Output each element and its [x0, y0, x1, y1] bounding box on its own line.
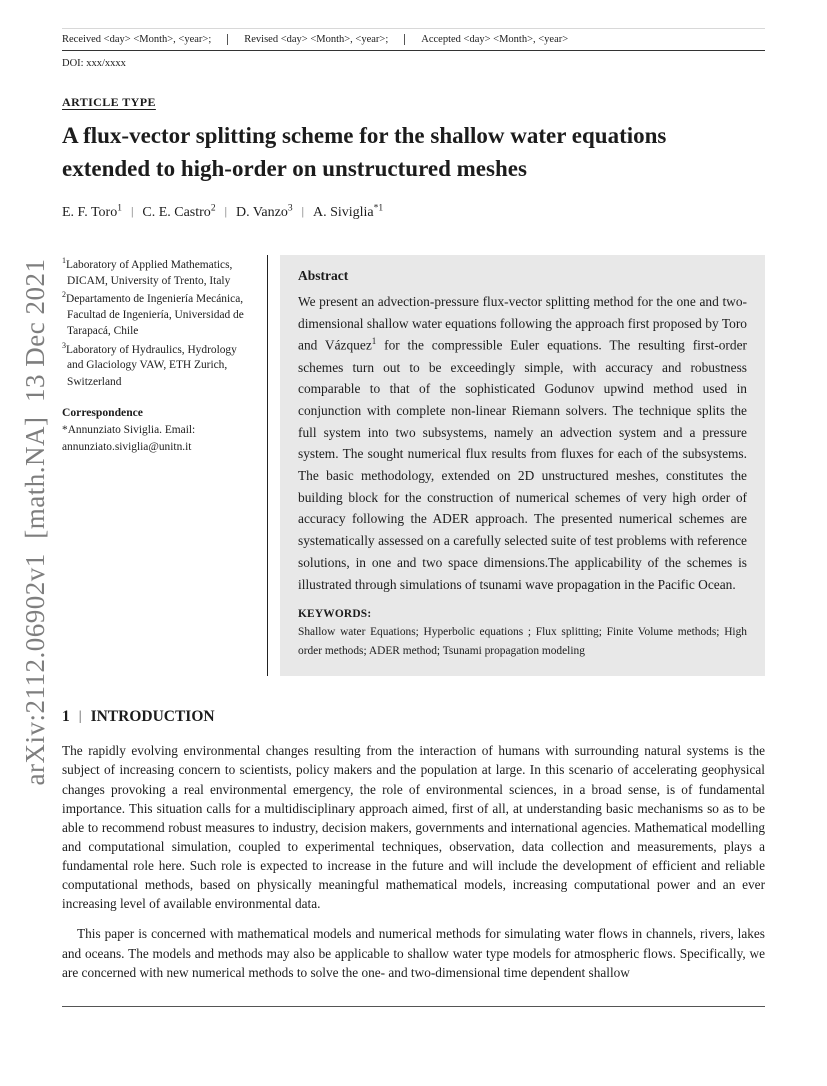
- accepted-date: Accepted <day> <Month>, <year>: [404, 34, 584, 45]
- section-separator: |: [78, 709, 82, 725]
- author-separator: |: [301, 203, 304, 218]
- authors-line: [62, 203, 765, 221]
- affiliation: $^2$Departamento de Ingeniería Mecánica, Facultad de Ingeniería, Universidad de Tarapacá, Chile: [62, 290, 244, 338]
- author-affil-marker: 2: [210, 203, 216, 214]
- intro-paragraph-1: The rapidly evolving environmental changes resulting from the interaction of humans with surrounding natural systems is the subject of increasing concern to scientists, policy makers and the population at large. In this scenario of accelerating geophysical changes provoking a real environmental emergency, the role of environmental sciences, in a broad sense, is of fundamental importance. This situation calls for a multidisciplinary approach aimed, first of all, at understanding basic mechanisms so as to be able to recommend robust measures to industry, decision makers, governments and international agencies. Mathematical modelling and computational simulation, coupled to experimental techniques, observation, data collection and measurements, plays a fundamental role here. Such role is expected to increase in the future and will include the development of efficient and reliable computational methods, based on physically meaningful mathematical models, increasing computational power and an ever increasing level of available environmental data.: [62, 743, 765, 912]
- keywords-heading: KEYWORDS:: [298, 608, 372, 621]
- section-number: 1: [62, 708, 70, 726]
- citation-marker: 1: [371, 336, 377, 347]
- section-title: INTRODUCTION: [90, 708, 215, 726]
- abstract-heading: Abstract: [298, 267, 349, 283]
- author-affil-marker: 3: [287, 203, 293, 214]
- author: A. Siviglia$^{*1}$: [312, 203, 384, 220]
- author: C. E. Castro$^2$: [142, 203, 216, 220]
- author-separator: |: [130, 203, 134, 218]
- abstract-body: We present an advection-pressure flux-vector splitting method for the one and two-dimensional shallow water equations following the approach first proposed by Toro and Vázquez$^1$ for the compressible Euler equations. The resulting first-order schemes turn out to be exceedingly simple, with accuracy and robustness comparable to that of the sophisticated Godunov upwind method used in conjunction with complete non-linear Riemann solvers. The technique splits the full system into two subsystems, namely an advection system and a pressure system. The sought numerical flux results from fluxes for each of the subsystems. The basic methodology, extended on 2D unstructured meshes, constitutes the building block for the construction of numerical schemes of very high order of accuracy following the ADER approach. The presented numerical schemes are systematically assessed on a carefully selected suite of test problems with reference solutions, in one and two space dimensions.The applicability of the schemes is illustrated through simulations of tsunami wave propagation in the Pacific Ocean.: [298, 293, 747, 592]
- page-footer-rule: [62, 1006, 765, 1007]
- affiliation: $^1$Laboratory of Applied Mathematics, DICAM, University of Trento, Italy: [62, 255, 233, 287]
- author-affil-marker: 1: [117, 203, 122, 214]
- section-heading: [62, 708, 765, 726]
- keywords-text: Shallow water Equations; Hyperbolic equations ; Flux splitting; Finite Volume methods; High order methods; ADER method; Tsunami propagation modeling: [298, 626, 747, 657]
- correspondence-text: *Annunziato Siviglia. Email: annunziato.siviglia@unitn.it: [62, 424, 196, 453]
- correspondence-heading: Correspondence: [62, 405, 143, 419]
- revised-date: Revised <day> <Month>, <year>;: [227, 34, 404, 45]
- author-separator: |: [224, 203, 227, 218]
- affiliation-abstract-block: [62, 255, 765, 676]
- received-date: Received <day> <Month>, <year>;: [62, 34, 212, 45]
- affiliation: $^3$Laboratory of Hydraulics, Hydrology and Glaciology VAW, ETH Zurich, Switzerland: [62, 340, 237, 388]
- author-affil-marker: *1: [373, 203, 384, 214]
- author: D. Vanzo$^3$: [235, 203, 293, 220]
- dates-header: [62, 28, 765, 51]
- intro-paragraph-2: This paper is concerned with mathematical models and numerical methods for simulating water flows in channels, rivers, lakes and oceans. The models and methods may also be applicable to shallow water type models for atmospheric flows. Specifically, we are concerned with new numerical methods to solve the one- and two-dimensional time dependent shallow: [62, 926, 765, 980]
- article-type-label: ARTICLE TYPE: [62, 95, 156, 109]
- doi: DOI: xxx/xxxx: [62, 58, 126, 69]
- paper-title: A flux-vector splitting scheme for the shallow water equations extended to high-order on unstructured meshes: [62, 123, 667, 181]
- affiliations-sidebar: [62, 255, 268, 676]
- abstract-box: [280, 255, 765, 676]
- arxiv-watermark: arXiv:2112.06902v1 [math.NA] 13 Dec 2021: [20, 258, 50, 786]
- author: E. F. Toro$^1$: [62, 203, 122, 220]
